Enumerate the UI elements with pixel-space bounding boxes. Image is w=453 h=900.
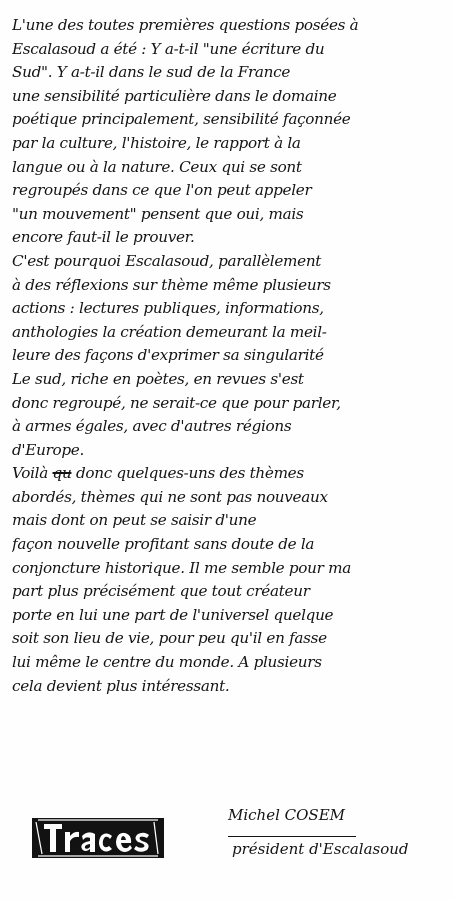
text-line: anthologies la création demeurant la meil- [12, 322, 327, 341]
text-line: soit son lieu de vie, pour peu qu'il en fasse [12, 629, 327, 648]
text-line: "un mouvement" pensent que oui, mais [12, 204, 304, 223]
text-line [12, 462, 444, 486]
text-line: une sensibilité particulière dans le domaine [12, 86, 337, 105]
text-line: Le sud, riche en poètes, en revues s'est [12, 369, 304, 388]
text-line: C'est pourquoi Escalasoud, parallèlement [12, 251, 322, 270]
text-line: par la culture, l'histoire, le rapport à la [12, 133, 301, 152]
text-line: conjoncture historique. Il me semble pour ma [12, 558, 351, 577]
paragraph-1 [12, 14, 444, 250]
paragraph-2 [12, 250, 444, 462]
text-line: actions : lectures publiques, informations, [12, 299, 324, 318]
paragraph-3 [12, 462, 444, 698]
text-line: part plus précisément que tout créateur [12, 582, 310, 601]
signature-title: président d'Escalasoud [232, 840, 409, 858]
text-line: cela devient plus intéressant. [12, 676, 230, 695]
traces-logo [28, 812, 168, 862]
text-line: L'une des toutes premières questions posées à [12, 16, 359, 34]
text-line: leure des façons d'exprimer sa singularité [12, 346, 324, 365]
text-line: d'Europe. [12, 440, 85, 459]
text-line: à armes égales, avec d'autres régions [12, 417, 292, 436]
text-line: langue ou à la nature. Ceux qui se sont [12, 157, 302, 176]
struck-out-word: qu [52, 464, 72, 483]
text-fragment: Voilà [12, 464, 53, 483]
text-line: donc regroupé, ne serait-ce que pour parler, [12, 393, 341, 412]
text-line: mais dont on peut se saisir d'une [12, 511, 257, 530]
text-line: regroupés dans ce que l'on peut appeler [12, 181, 312, 200]
text-line: poétique principalement, sensibilité façonnée [12, 110, 351, 129]
signature-underline [228, 836, 356, 837]
text-line: à des réflexions sur thème même plusieurs [12, 275, 331, 294]
text-line: Sud". Y a-t-il dans le sud de la France [12, 63, 291, 82]
text-line: porte en lui une part de l'universel quelque [12, 605, 334, 624]
text-line: façon nouvelle profitant sans doute de la [12, 535, 315, 554]
text-line: Escalasoud a été : Y a-t-il "une écriture du [12, 39, 325, 58]
signature-name: Michel COSEM [228, 806, 346, 824]
text-fragment: donc quelques-uns des thèmes [71, 464, 304, 483]
handwritten-letter [12, 14, 444, 698]
text-line: abordés, thèmes qui ne sont pas nouveaux [12, 487, 328, 506]
text-line: encore faut-il le prouver. [12, 228, 195, 247]
text-line: lui même le centre du monde. A plusieurs [12, 653, 322, 672]
